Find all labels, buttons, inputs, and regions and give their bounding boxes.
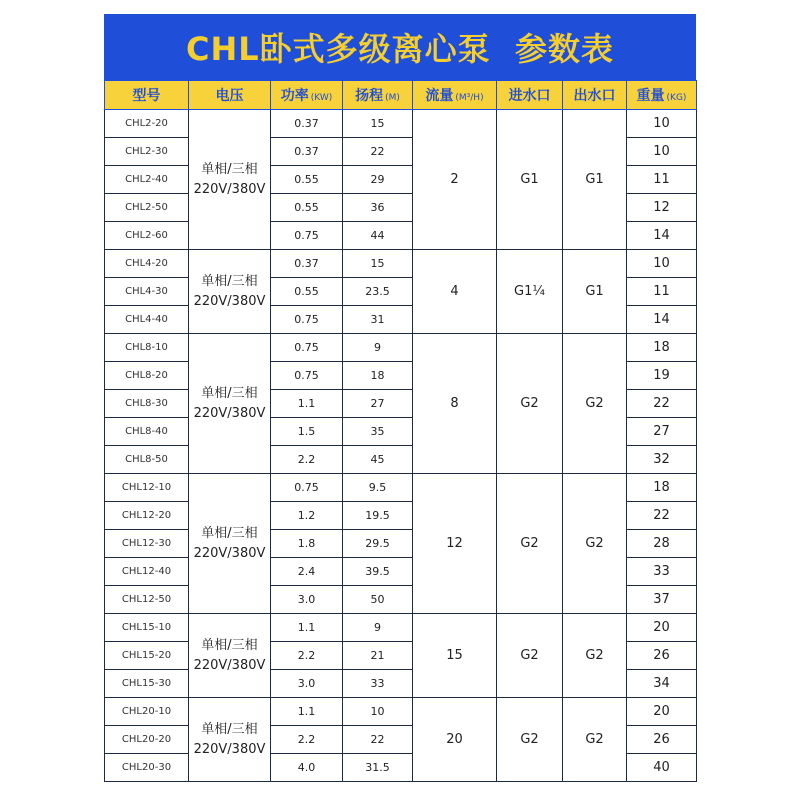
weight-cell: 22 <box>627 390 697 418</box>
power-cell: 1.1 <box>271 390 343 418</box>
head-cell: 31 <box>343 306 413 334</box>
model-cell: CHL15-30 <box>105 670 189 698</box>
voltage-value: 220V/380V <box>193 545 266 561</box>
voltage-value: 220V/380V <box>193 741 266 757</box>
head-cell: 31.5 <box>343 754 413 782</box>
weight-cell: 19 <box>627 362 697 390</box>
power-cell: 1.1 <box>271 614 343 642</box>
column-header-label: 型号 <box>132 88 161 104</box>
head-cell: 45 <box>343 446 413 474</box>
column-header <box>413 81 497 110</box>
weight-cell: 28 <box>627 530 697 558</box>
power-cell: 0.55 <box>271 166 343 194</box>
power-cell: 0.75 <box>271 362 343 390</box>
column-header-unit: (M) <box>385 93 400 103</box>
model-cell: CHL4-40 <box>105 306 189 334</box>
inlet-cell: G2 <box>497 698 563 782</box>
model-cell: CHL4-30 <box>105 278 189 306</box>
model-cell: CHL8-20 <box>105 362 189 390</box>
inlet-cell: G2 <box>497 334 563 474</box>
spec-sheet <box>104 14 696 780</box>
voltage-value: 220V/380V <box>193 657 266 673</box>
outlet-cell: G2 <box>563 474 627 614</box>
power-cell: 0.37 <box>271 110 343 138</box>
column-header <box>563 81 627 110</box>
column-header <box>271 81 343 110</box>
voltage-cell <box>189 614 271 698</box>
model-cell: CHL12-10 <box>105 474 189 502</box>
weight-cell: 33 <box>627 558 697 586</box>
voltage-cell <box>189 474 271 614</box>
column-header <box>627 81 697 110</box>
flow-cell: 8 <box>413 334 497 474</box>
power-cell: 1.8 <box>271 530 343 558</box>
head-cell: 33 <box>343 670 413 698</box>
flow-cell: 15 <box>413 614 497 698</box>
weight-cell: 37 <box>627 586 697 614</box>
weight-cell: 40 <box>627 754 697 782</box>
weight-cell: 26 <box>627 642 697 670</box>
model-cell: CHL8-50 <box>105 446 189 474</box>
column-header-label: 进水口 <box>508 88 551 104</box>
inlet-cell: G1¼ <box>497 250 563 334</box>
head-cell: 50 <box>343 586 413 614</box>
head-cell: 15 <box>343 110 413 138</box>
power-cell: 4.0 <box>271 754 343 782</box>
inlet-cell: G1 <box>497 110 563 250</box>
power-cell: 0.37 <box>271 250 343 278</box>
model-cell: CHL4-20 <box>105 250 189 278</box>
inlet-cell: G2 <box>497 474 563 614</box>
head-cell: 10 <box>343 698 413 726</box>
voltage-phase: 单相/三相 <box>201 525 258 541</box>
table-body <box>105 110 697 782</box>
head-cell: 35 <box>343 418 413 446</box>
weight-cell: 20 <box>627 614 697 642</box>
head-cell: 9.5 <box>343 474 413 502</box>
model-cell: CHL8-30 <box>105 390 189 418</box>
power-cell: 1.1 <box>271 698 343 726</box>
head-cell: 22 <box>343 726 413 754</box>
voltage-phase: 单相/三相 <box>201 161 258 177</box>
weight-cell: 10 <box>627 250 697 278</box>
weight-cell: 14 <box>627 306 697 334</box>
flow-cell: 20 <box>413 698 497 782</box>
inlet-cell: G2 <box>497 614 563 698</box>
column-header-label: 功率 <box>280 88 309 104</box>
power-cell: 0.75 <box>271 474 343 502</box>
column-header <box>189 81 271 110</box>
table-row <box>105 250 697 278</box>
power-cell: 2.2 <box>271 642 343 670</box>
model-cell: CHL8-10 <box>105 334 189 362</box>
flow-cell: 2 <box>413 110 497 250</box>
head-cell: 23.5 <box>343 278 413 306</box>
model-cell: CHL2-30 <box>105 138 189 166</box>
weight-cell: 22 <box>627 502 697 530</box>
voltage-value: 220V/380V <box>193 405 266 421</box>
weight-cell: 18 <box>627 334 697 362</box>
weight-cell: 11 <box>627 166 697 194</box>
column-header-unit: (KG) <box>666 93 687 103</box>
model-cell: CHL12-50 <box>105 586 189 614</box>
weight-cell: 14 <box>627 222 697 250</box>
model-cell: CHL2-40 <box>105 166 189 194</box>
model-cell: CHL2-20 <box>105 110 189 138</box>
table-row <box>105 110 697 138</box>
model-cell: CHL20-20 <box>105 726 189 754</box>
model-cell: CHL12-40 <box>105 558 189 586</box>
page-title: CHL卧式多级离心泵 参数表 <box>186 30 614 68</box>
voltage-cell <box>189 698 271 782</box>
voltage-cell <box>189 110 271 250</box>
weight-cell: 32 <box>627 446 697 474</box>
head-cell: 19.5 <box>343 502 413 530</box>
column-header <box>343 81 413 110</box>
column-header-unit: (KW) <box>310 93 333 103</box>
voltage-phase: 单相/三相 <box>201 385 258 401</box>
outlet-cell: G1 <box>563 110 627 250</box>
outlet-cell: G2 <box>563 698 627 782</box>
head-cell: 22 <box>343 138 413 166</box>
head-cell: 39.5 <box>343 558 413 586</box>
voltage-cell <box>189 250 271 334</box>
model-cell: CHL20-30 <box>105 754 189 782</box>
head-cell: 29 <box>343 166 413 194</box>
power-cell: 2.4 <box>271 558 343 586</box>
model-cell: CHL2-50 <box>105 194 189 222</box>
weight-cell: 11 <box>627 278 697 306</box>
outlet-cell: G1 <box>563 250 627 334</box>
head-cell: 15 <box>343 250 413 278</box>
weight-cell: 12 <box>627 194 697 222</box>
weight-cell: 10 <box>627 138 697 166</box>
power-cell: 0.37 <box>271 138 343 166</box>
head-cell: 44 <box>343 222 413 250</box>
model-cell: CHL12-30 <box>105 530 189 558</box>
power-cell: 0.75 <box>271 222 343 250</box>
column-header-label: 出水口 <box>573 88 616 104</box>
voltage-phase: 单相/三相 <box>201 637 258 653</box>
title-bar <box>104 14 696 80</box>
table-row <box>105 614 697 642</box>
power-cell: 0.55 <box>271 278 343 306</box>
outlet-cell: G2 <box>563 614 627 698</box>
voltage-phase: 单相/三相 <box>201 273 258 289</box>
column-header <box>497 81 563 110</box>
weight-cell: 10 <box>627 110 697 138</box>
column-header-unit: (M³/H) <box>455 93 484 103</box>
voltage-value: 220V/380V <box>193 181 266 197</box>
weight-cell: 20 <box>627 698 697 726</box>
spec-table <box>104 80 697 782</box>
head-cell: 18 <box>343 362 413 390</box>
power-cell: 2.2 <box>271 446 343 474</box>
power-cell: 0.55 <box>271 194 343 222</box>
voltage-cell <box>189 334 271 474</box>
weight-cell: 26 <box>627 726 697 754</box>
head-cell: 9 <box>343 334 413 362</box>
table-row <box>105 698 697 726</box>
column-header <box>105 81 189 110</box>
power-cell: 3.0 <box>271 586 343 614</box>
power-cell: 1.2 <box>271 502 343 530</box>
model-cell: CHL8-40 <box>105 418 189 446</box>
column-header-label: 扬程 <box>355 88 384 104</box>
head-cell: 29.5 <box>343 530 413 558</box>
head-cell: 21 <box>343 642 413 670</box>
power-cell: 0.75 <box>271 306 343 334</box>
model-cell: CHL2-60 <box>105 222 189 250</box>
weight-cell: 27 <box>627 418 697 446</box>
flow-cell: 12 <box>413 474 497 614</box>
power-cell: 2.2 <box>271 726 343 754</box>
model-cell: CHL15-10 <box>105 614 189 642</box>
head-cell: 27 <box>343 390 413 418</box>
head-cell: 9 <box>343 614 413 642</box>
voltage-value: 220V/380V <box>193 293 266 309</box>
column-header-label: 重量 <box>636 88 665 104</box>
header-row <box>105 81 697 110</box>
table-row <box>105 334 697 362</box>
voltage-phase: 单相/三相 <box>201 721 258 737</box>
weight-cell: 34 <box>627 670 697 698</box>
head-cell: 36 <box>343 194 413 222</box>
power-cell: 0.75 <box>271 334 343 362</box>
model-cell: CHL12-20 <box>105 502 189 530</box>
power-cell: 3.0 <box>271 670 343 698</box>
model-cell: CHL20-10 <box>105 698 189 726</box>
table-row <box>105 474 697 502</box>
weight-cell: 18 <box>627 474 697 502</box>
column-header-label: 电压 <box>215 88 244 104</box>
power-cell: 1.5 <box>271 418 343 446</box>
flow-cell: 4 <box>413 250 497 334</box>
column-header-label: 流量 <box>425 88 454 104</box>
model-cell: CHL15-20 <box>105 642 189 670</box>
outlet-cell: G2 <box>563 334 627 474</box>
